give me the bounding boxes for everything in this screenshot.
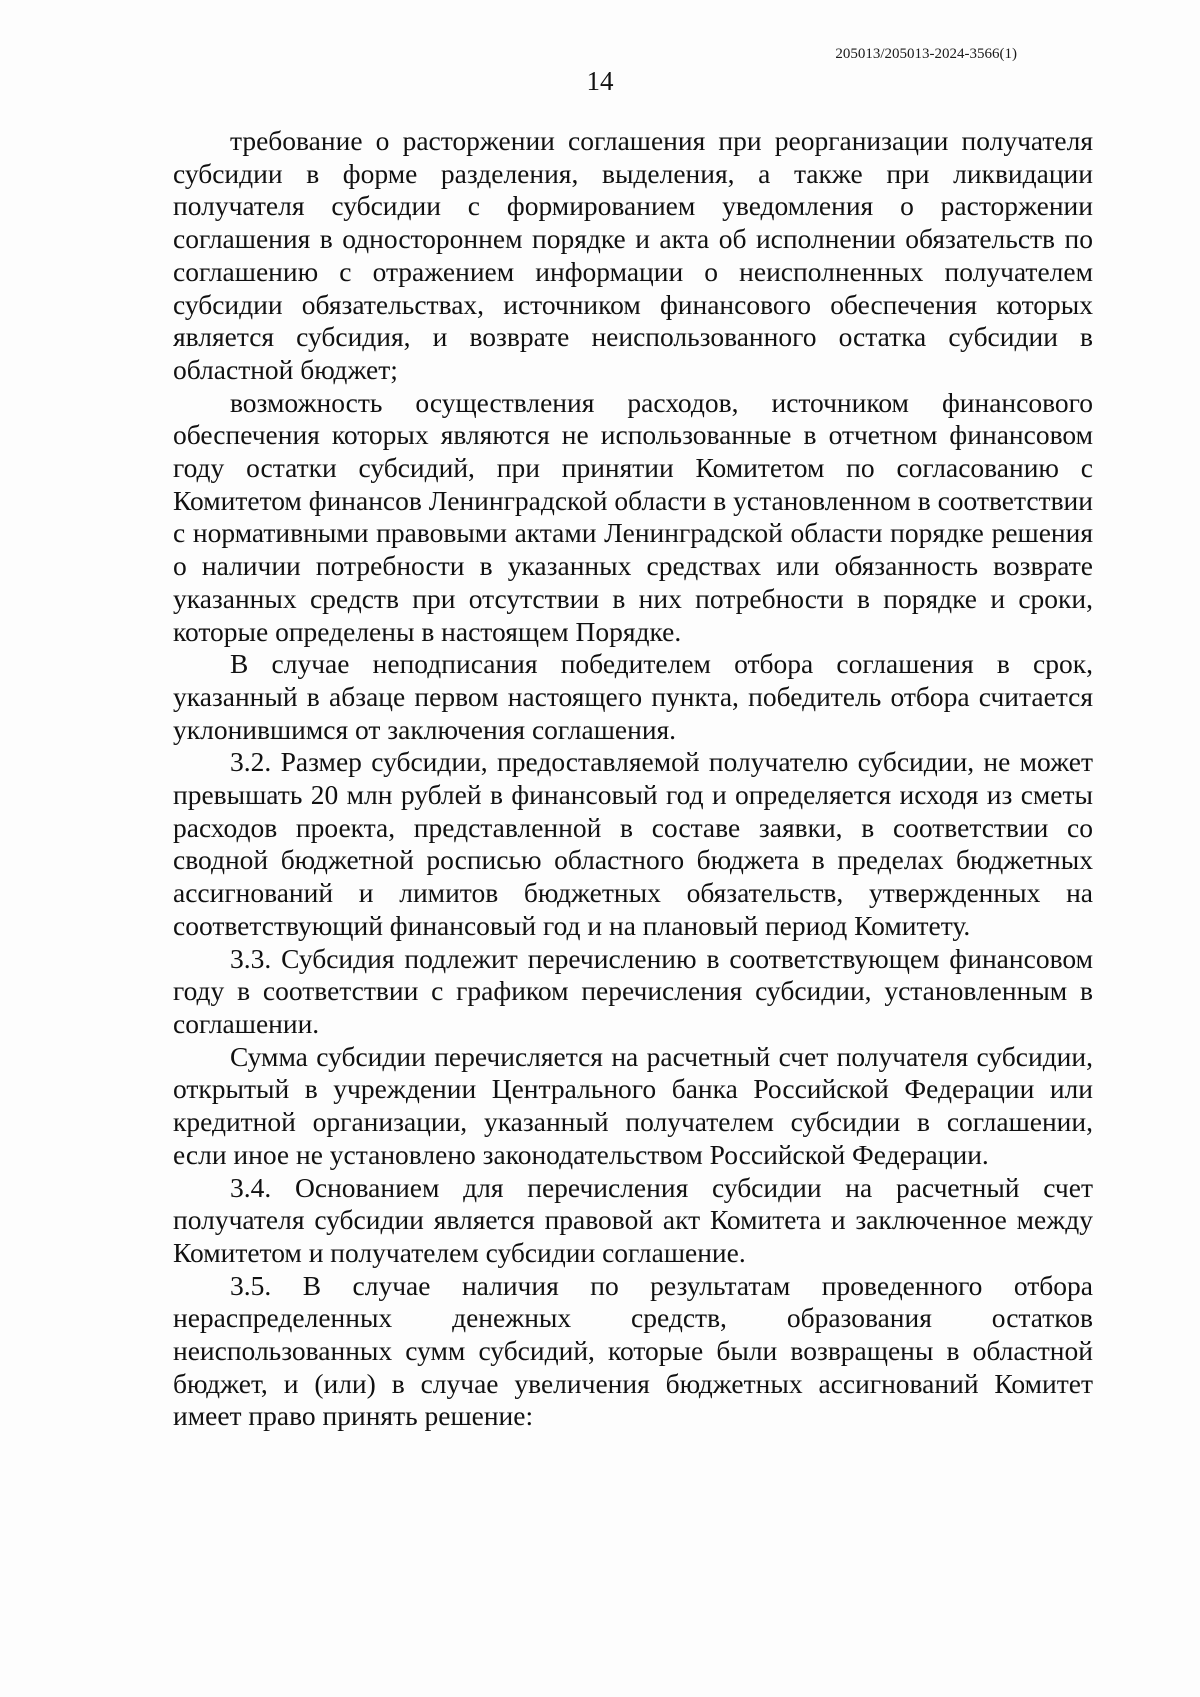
document-body xyxy=(173,125,1093,1433)
paragraph: требование о расторжении соглашения при реорганизации получателя субсидии в форме разделения, выделения, а также при ликвидации получателя субсидии с формированием уведомления о расторжении соглашения в одностороннем порядке и акта об исполнении обязательств по соглашению с отражением информации о неисполненных получателем субсидии обязательствах, источником финансового обеспечения которых является субсидия, и возврате неиспользованного остатка субсидии в областной бюджет; xyxy=(173,125,1093,385)
document-id: 205013/205013-2024-3566(1) xyxy=(835,46,1017,62)
paragraph: 3.5. В случае наличия по результатам проведенного отбора нераспределенных денежных средств, образования остатков неиспользованных сумм субсидий, которые были возвращены в областной бюджет, и (или) в случае увеличения бюджетных ассигнований Комитет имеет право принять решение: xyxy=(173,1269,1093,1432)
paragraph: Сумма субсидии перечисляется на расчетный счет получателя субсидии, открытый в учреждении Центрального банка Российской Федерации или кредитной организации, указанный получателем субсидии в соглашении, если иное не установлено законодательством Российской Федерации. xyxy=(173,1040,1093,1170)
paragraph: 3.2. Размер субсидии, предоставляемой получателю субсидии, не может превышать 20 млн рублей в финансовый год и определяется исходя из сметы расходов проекта, представленной в составе заявки, в соответствии со сводной бюджетной росписью областного бюджета в пределах бюджетных ассигнований и лимитов бюджетных обязательств, утвержденных на соответствующий финансовый год и на плановый период Комитету. xyxy=(173,746,1093,941)
paragraph: возможность осуществления расходов, источником финансового обеспечения которых являются не использованные в отчетном финансовом году остатки субсидий, при принятии Комитетом по согласованию с Комитетом финансов Ленинградской области в установленном в соответствии с нормативными правовыми актами Ленинградской области порядке решения о наличии потребности в указанных средствах или обязанность возврате указанных средств при отсутствии в них потребности в порядке и сроки, которые определены в настоящем Порядке. xyxy=(173,386,1093,647)
paragraph: 3.3. Субсидия подлежит перечислению в соответствующем финансовом году в соответствии с графиком перечисления субсидии, установленным в соглашении. xyxy=(173,942,1093,1039)
paragraph: В случае неподписания победителем отбора соглашения в срок, указанный в абзаце первом настоящего пункта, победитель отбора считается уклонившимся от заключения соглашения. xyxy=(173,648,1093,745)
paragraph: 3.4. Основанием для перечисления субсидии на расчетный счет получателя субсидии является правовой акт Комитета и заключенное между Комитетом и получателем субсидии соглашение. xyxy=(173,1171,1093,1268)
page-number: 14 xyxy=(586,66,614,96)
